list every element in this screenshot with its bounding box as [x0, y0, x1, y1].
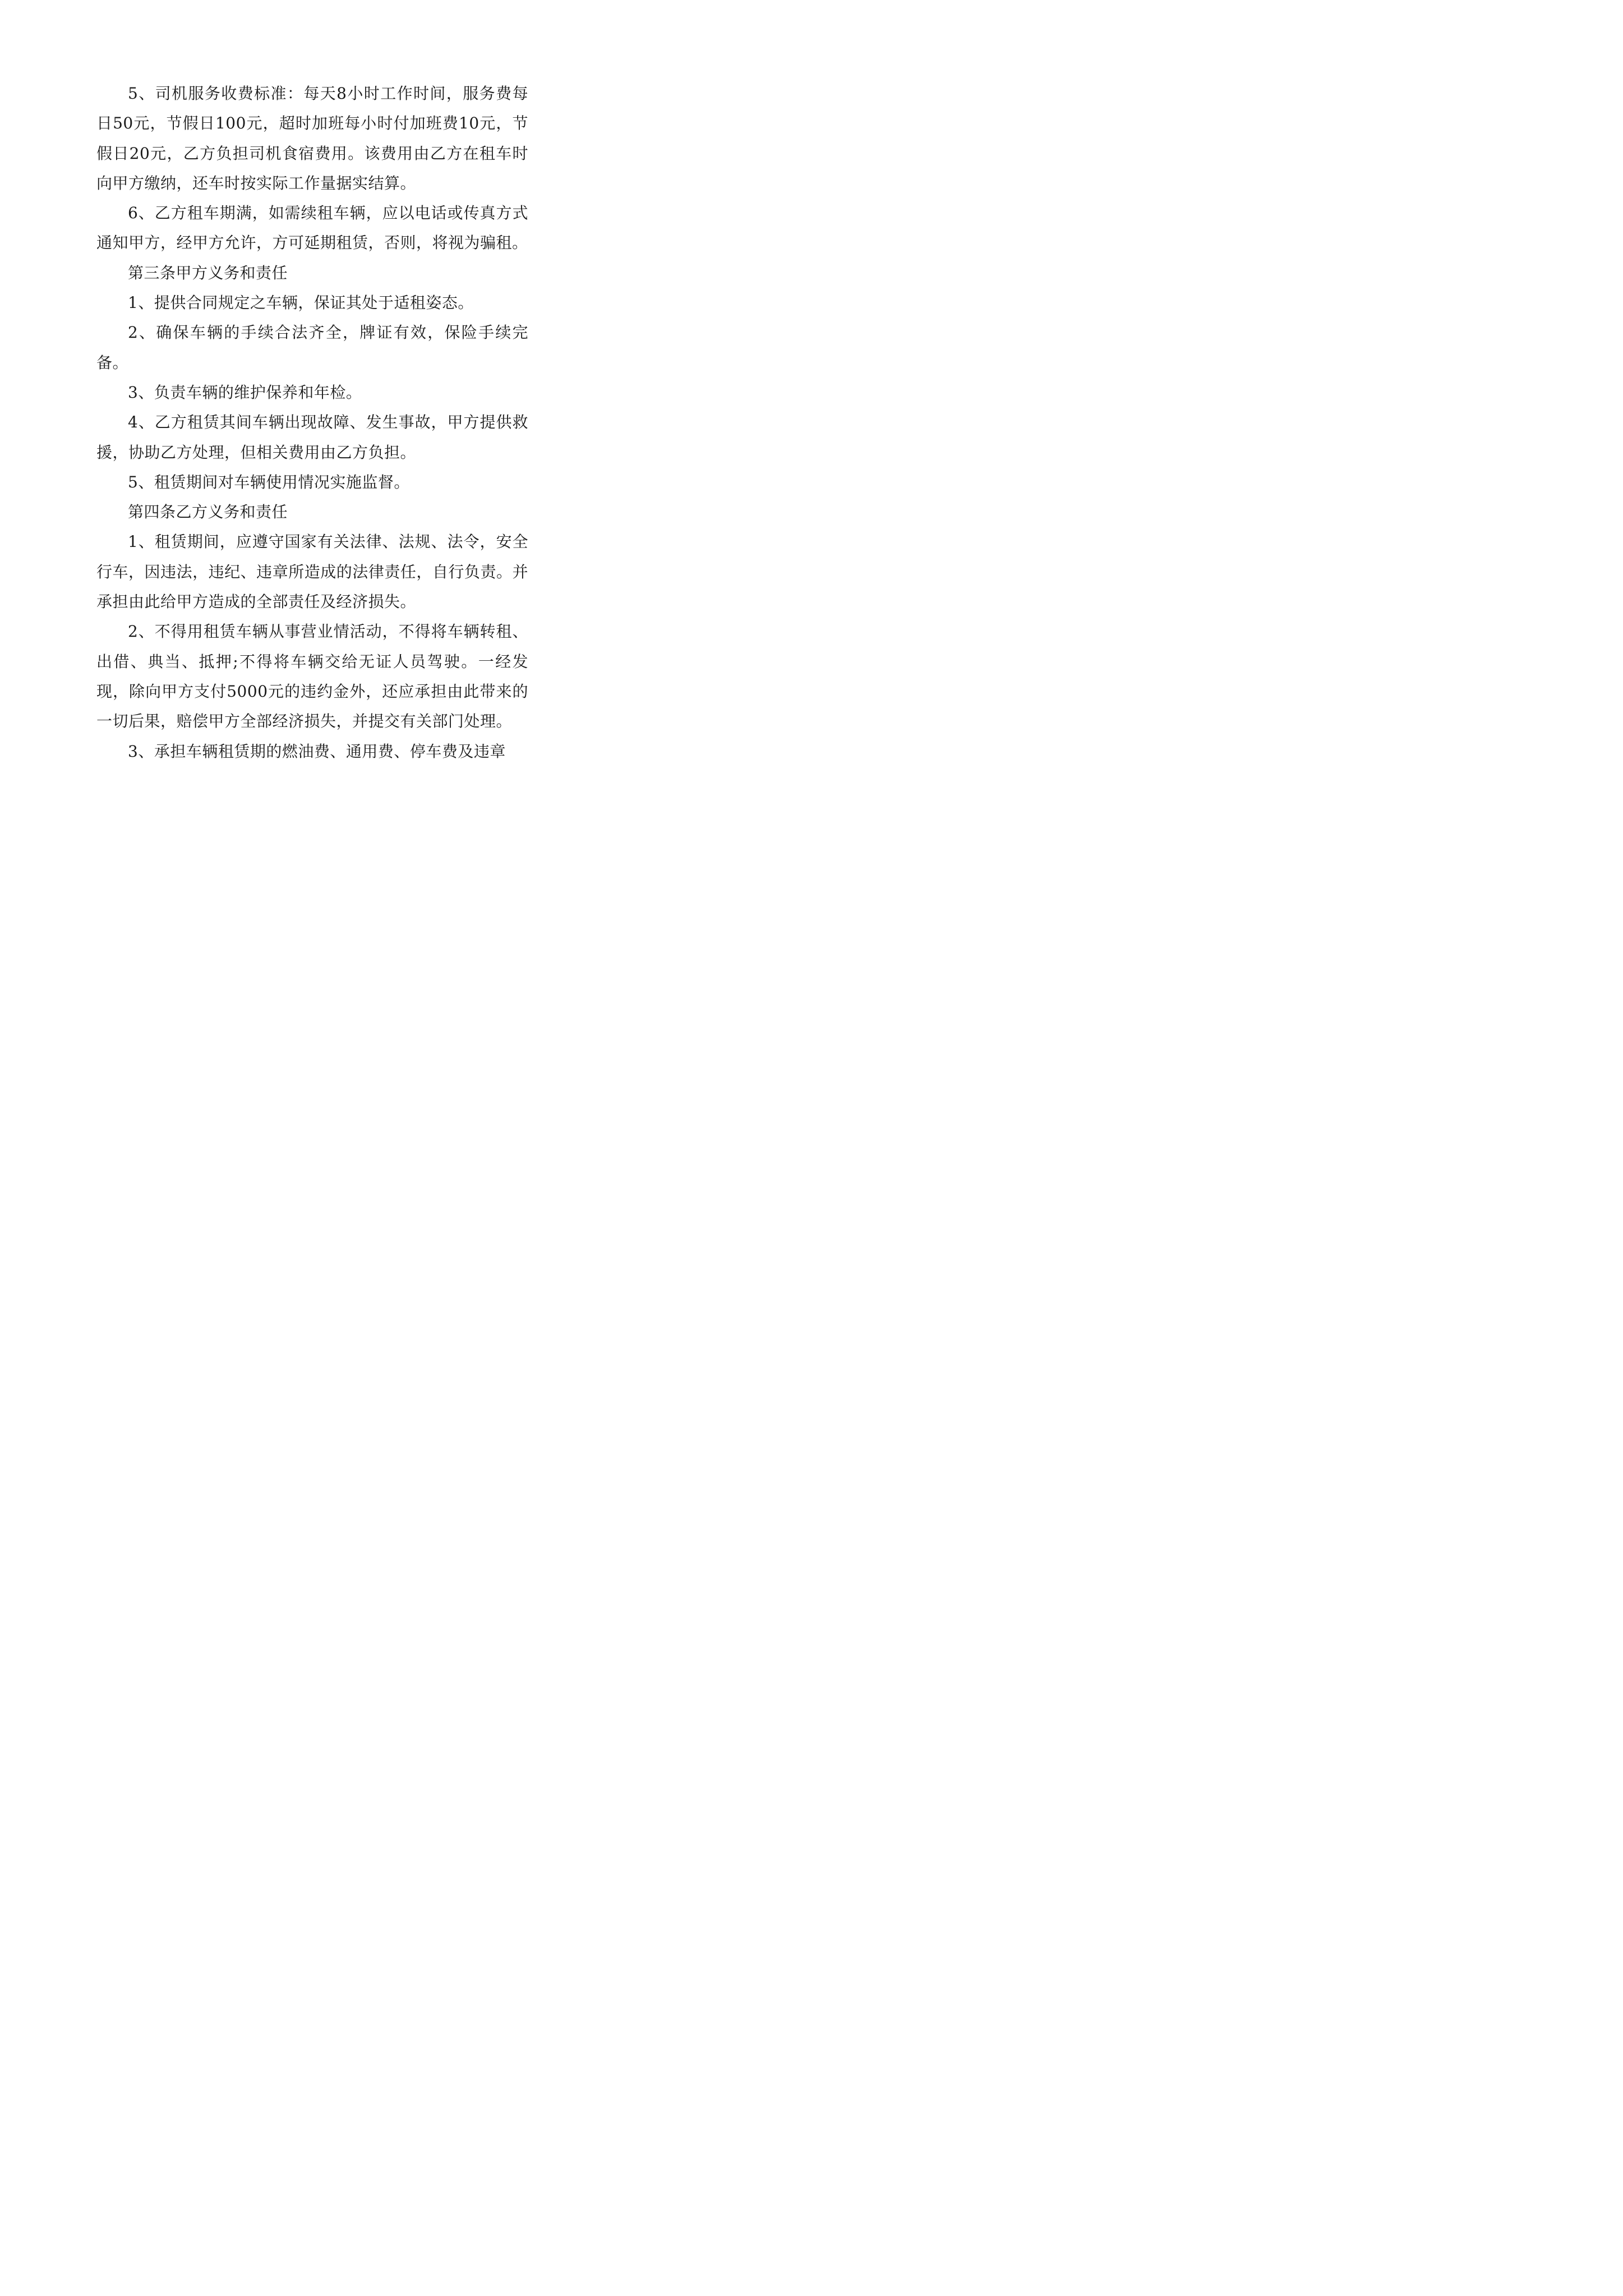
article-3-heading: 第三条甲方义务和责任	[128, 263, 288, 282]
clause-6-lease-extension: 6、乙方租车期满，如需续租车辆，应以电话或传真方式通知甲方，经甲方允许，方可延期租赁，否则，将视为骗租。	[96, 204, 528, 252]
article-3-item-5: 5、租赁期间对车辆使用情况实施监督。	[128, 472, 410, 491]
article-3-item-3: 3、负责车辆的维护保养和年检。	[128, 383, 362, 402]
contract-body	[96, 79, 528, 766]
article-4-heading: 第四条乙方义务和责任	[128, 503, 288, 522]
article-4-item-2: 2、不得用租赁车辆从事营业情活动，不得将车辆转租、出借、典当、抵押;不得将车辆交给无证人员驾驶。一经发现，除向甲方支付5000元的违约金外，还应承担由此带来的一切后果，赔偿甲方全部经济损失，并提交有关部门处理。	[96, 622, 528, 731]
article-3-item-2: 2、确保车辆的手续合法齐全，牌证有效，保险手续完备。	[96, 323, 528, 372]
article-4-item-3: 3、承担车辆租赁期的燃油费、通用费、停车费及违章	[128, 742, 506, 761]
article-4-item-1: 1、租赁期间，应遵守国家有关法律、法规、法令，安全行车，因违法，违纪、违章所造成的法律责任，自行负责。并承担由此给甲方造成的全部责任及经济损失。	[96, 532, 528, 611]
article-3-item-4: 4、乙方租赁其间车辆出现故障、发生事故，甲方提供救援，协助乙方处理，但相关费用由乙方负担。	[96, 413, 528, 462]
document-page	[0, 0, 630, 891]
clause-5-driver-fee: 5、司机服务收费标准：每天8小时工作时间，服务费每日50元，节假日100元，超时加班每小时付加班费10元，节假日20元，乙方负担司机食宿费用。该费用由乙方在租车时向甲方缴纳，还车时按实际工作量据实结算。	[96, 84, 528, 192]
article-3-item-1: 1、提供合同规定之车辆，保证其处于适租姿态。	[128, 293, 474, 312]
